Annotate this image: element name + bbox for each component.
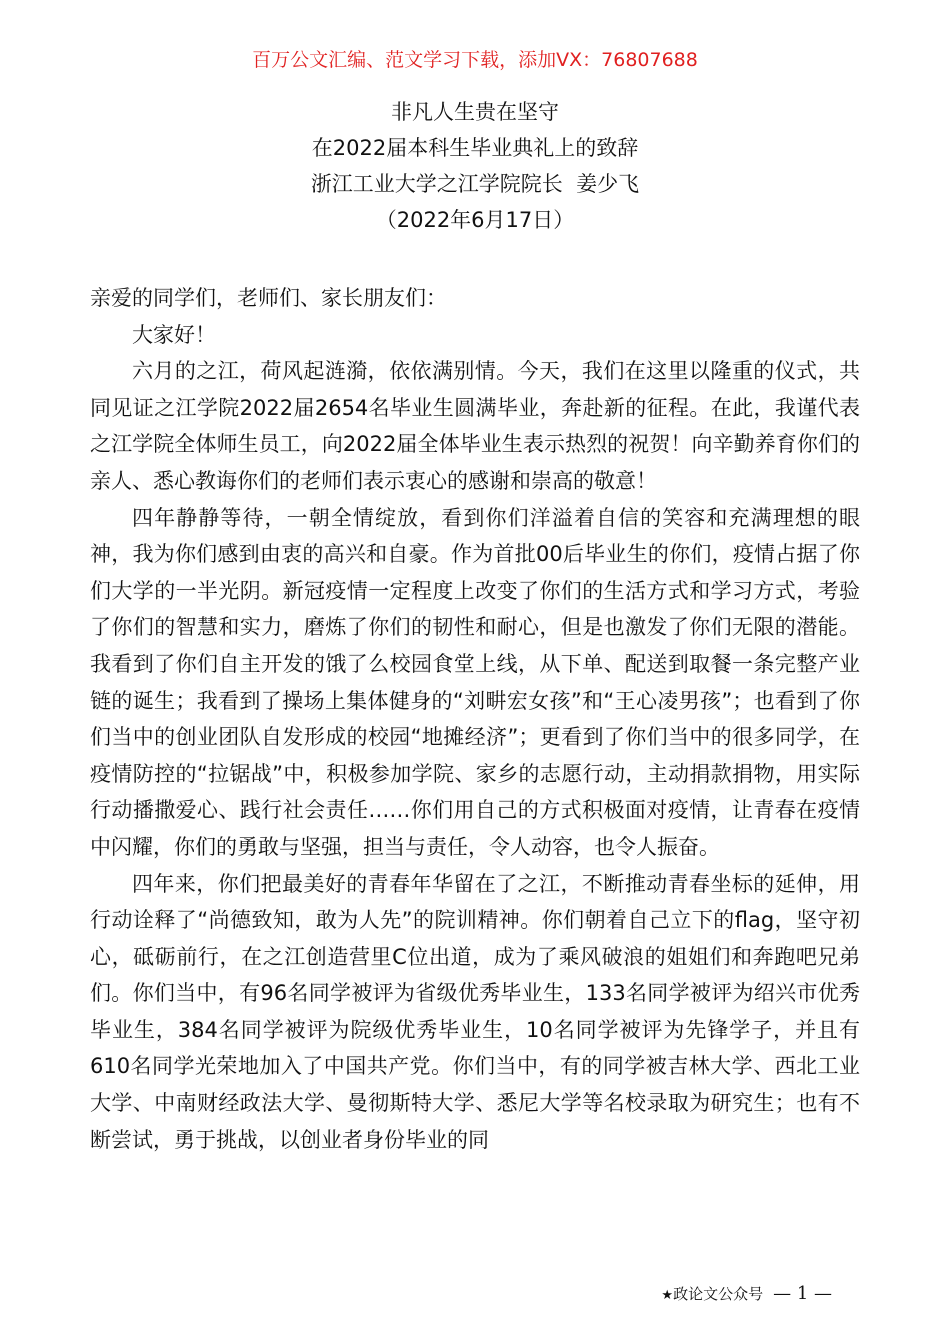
greeting: 大家好！ <box>132 322 216 347</box>
main-title: 非凡人生贵在坚守 <box>391 100 559 124</box>
speech-body <box>90 280 860 1158</box>
page-number: — 1 — <box>773 1283 832 1304</box>
title-block <box>0 94 950 238</box>
star-icon: ★ <box>661 1288 674 1303</box>
paragraph-1: 六月的之江，荷风起涟漪，依依满别情。今天，我们在这里以隆重的仪式，共同见证之江学院2022届2654名毕业生圆满毕业，奔赴新的征程。在此，我谨代表之江学院全体师生员工，向2022届全体毕业生表示热烈的祝贺！向辛勤养育你们的亲人、悉心教诲你们的老师们表示衷心的感谢和崇高的敬意！ <box>90 359 860 493</box>
promo-banner: 百万公文汇编、范文学习下载，添加VX：76807688 <box>252 49 698 71</box>
date-line: （2022年6月17日） <box>375 208 575 232</box>
salutation: 亲爱的同学们，老师们、家长朋友们： <box>90 286 447 310</box>
subtitle: 在2022届本科生毕业典礼上的致辞 <box>311 136 639 160</box>
paragraph-2: 四年静静等待，一朝全情绽放，看到你们洋溢着自信的笑容和充满理想的眼神，我为你们感到由衷的高兴和自豪。作为首批00后毕业生的你们，疫情占据了你们大学的一半光阴。新冠疫情一定程度上改变了你们的生活方式和学习方式，考验了你们的智慧和实力，磨炼了你们的韧性和耐心，但是也激发了你们无限的潜能。我看到了你们自主开发的饿了么校园食堂上线，从下单、配送到取餐一条完整产业链的诞生；我看到了操场上集体健身的“刘畊宏女孩”和“王心凌男孩”；也看到了你们当中的创业团队自发形成的校园“地摊经济”；更看到了你们当中的很多同学，在疫情防控的“拉锯战”中，积极参加学院、家乡的志愿行动，主动捐款捐物，用实际行动播撒爱心、践行社会责任……你们用自己的方式积极面对疫情，让青春在疫情中闪耀，你们的勇敢与坚强，担当与责任，令人动容，也令人振奋。 <box>90 505 860 859</box>
speaker-line: 浙江工业大学之江学院院长 姜少飞 <box>310 172 640 196</box>
paragraph-3: 四年来，你们把最美好的青春年华留在了之江，不断推动青春坐标的延伸，用行动诠释了“尚德致知，敢为人先”的院训精神。你们朝着自己立下的flag，坚守初心，砥砺前行，在之江创造营里C位出道，成为了乘风破浪的姐姐们和奔跑吧兄弟们。你们当中，有96名同学被评为省级优秀毕业生，133名同学被评为绍兴市优秀毕业生，384名同学被评为院级优秀毕业生，10名同学被评为先锋学子，并且有610名同学光荣地加入了中国共产党。你们当中，有的同学被吉林大学、西北工业大学、中南财经政法大学、曼彻斯特大学、悉尼大学等名校录取为研究生；也有不断尝试，勇于挑战，以创业者身份毕业的同 <box>90 871 860 1152</box>
page-footer <box>661 1282 832 1308</box>
footer-source: 政论文公众号 <box>673 1285 764 1303</box>
